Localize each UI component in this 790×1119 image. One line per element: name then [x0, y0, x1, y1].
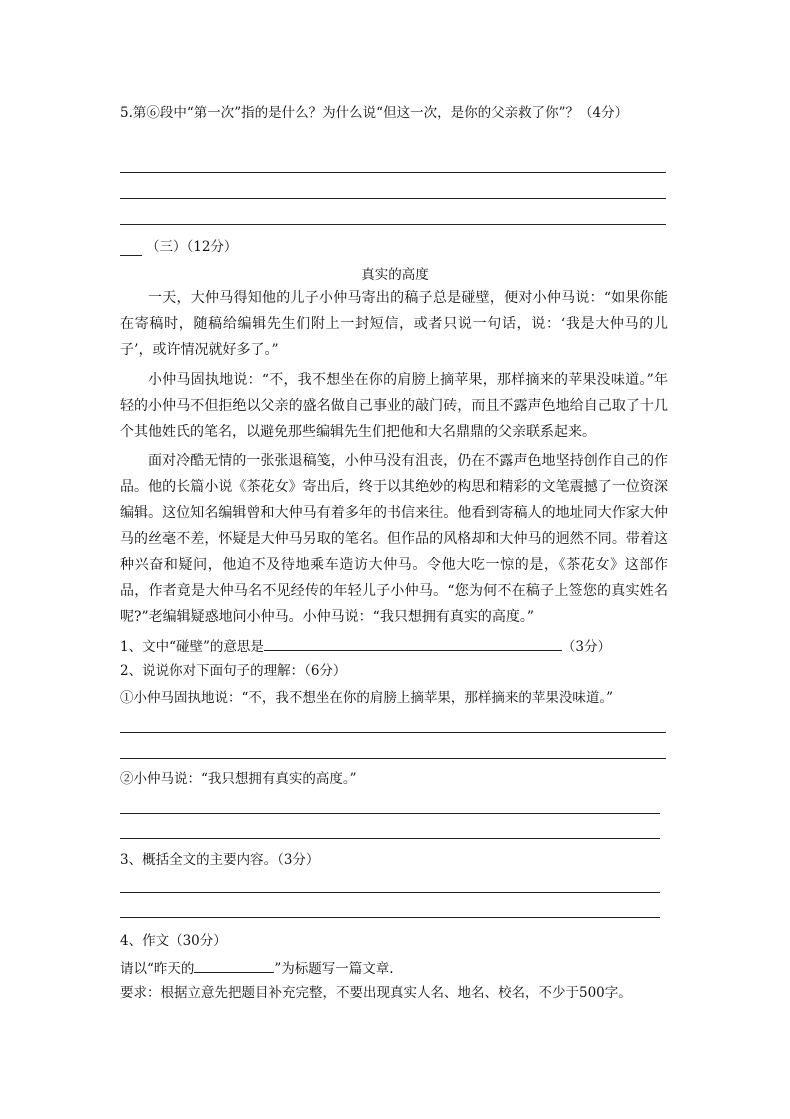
fill-in-blank [264, 636, 562, 651]
passage-title: 真实的高度 [361, 267, 429, 283]
section-prefix-line [120, 255, 142, 256]
question-2: 2、说说你对下面句子的理解：（6分） [120, 663, 347, 679]
title-blank [194, 958, 274, 973]
answer-line [120, 732, 666, 733]
answer-line [120, 224, 666, 225]
question-5: 5.第⑥段中“第一次”指的是什么？为什么说“但这一次，是你的父亲救了你”？（4分） [120, 105, 629, 121]
question-1 [120, 636, 611, 656]
essay-prompt-text-a: 请以“昨天的 [120, 961, 195, 977]
essay-prompt [120, 958, 394, 978]
essay-requirements: 要求：根据立意先把题目补充完整，不要出现真实人名、地名、校名，不少于500字。 [120, 985, 632, 1001]
answer-line [120, 198, 666, 199]
paragraph-2: 小仲马固执地说：“不，我不想坐在你的肩膀上摘苹果，那样摘来的苹果没味道。”年轻的小仲马不但拒绝以父亲的盛名做自己事业的敲门砖，而且不露声色地给自己取了十几个其他姓氏的笔名，以避免那些编辑先生们把他和大名鼎鼎的父亲联系起来。 [120, 372, 668, 440]
question-3: 3、概括全文的主要内容。（3分） [120, 852, 320, 868]
paragraph-1: 一天，大仲马得知他的儿子小仲马寄出的稿子总是碰壁，便对小仲马说：“如果你能在寄稿时，随稿给编辑先生们附上一封短信，或者只说一句话，说：‘我是大仲马的儿子’，或许情况就好多了。” [120, 290, 668, 358]
answer-line [120, 917, 660, 918]
question-2-item-1: ①小仲马固执地说：“不，我不想坐在你的肩膀上摘苹果，那样摘来的苹果没味道。” [120, 690, 614, 706]
question-2-item-2: ②小仲马说：“我只想拥有真实的高度。” [120, 771, 357, 787]
answer-line [120, 838, 660, 839]
section-3-heading: （三）（12分） [146, 239, 238, 255]
answer-line [120, 758, 666, 759]
question-1-text: 1、文中“碰壁”的意思是 [120, 639, 264, 655]
answer-line [120, 813, 660, 814]
answer-line [120, 892, 660, 893]
essay-prompt-text-b: ”为标题写一篇文章. [274, 961, 394, 977]
paragraph-3: 面对冷酷无情的一张张退稿笺，小仲马没有沮丧，仍在不露声色地坚持创作自己的作品。他的长篇小说《茶花女》寄出后，终于以其绝妙的构思和精彩的文笔震撼了一位资深编辑。这位知名编辑曾和大仲马有着多年的书信来往。他看到寄稿人的地址同大作家大仲马的丝毫不差，怀疑是大仲马另取的笔名。但作品的风格却和大仲马的迥然不同。带着这种兴奋和疑问，他迫不及待地乘车造访大仲马。令他大吃一惊的是，《茶花女》这部作品，作者竟是大仲马名不见经传的年轻儿子小仲马。“您为何不在稿子上签您的真实姓名呢?”老编辑疑惑地问小仲马。小仲马说：“我只想拥有真实的高度。” [120, 453, 668, 625]
question-4: 4、作文（30分） [120, 933, 227, 949]
answer-line [120, 172, 666, 173]
question-1-score: （3分） [561, 639, 611, 655]
